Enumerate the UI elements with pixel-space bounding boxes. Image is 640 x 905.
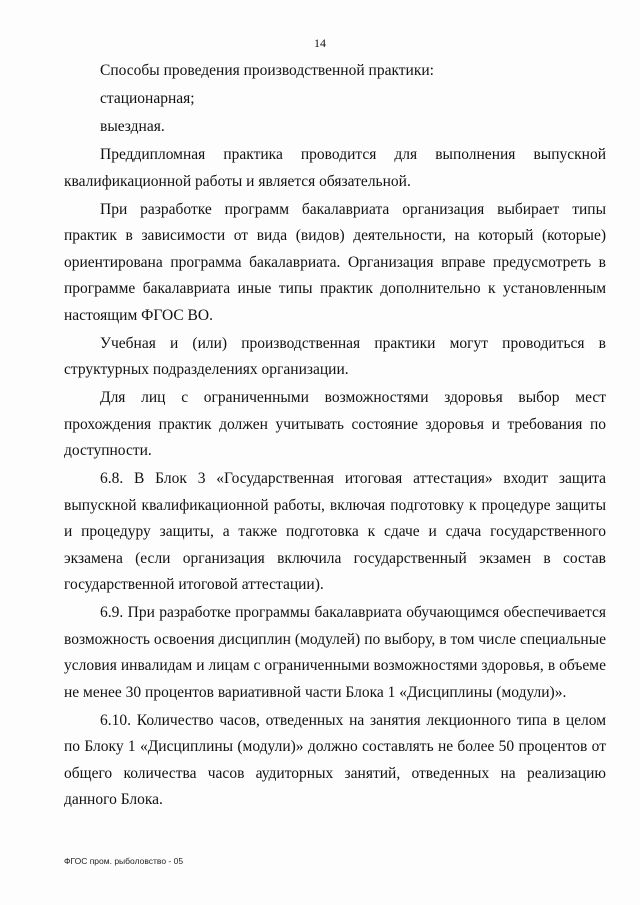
paragraph-field: выездная. [100, 118, 165, 135]
paragraph-practice-methods: Способы проведения производственной практики: [100, 62, 434, 79]
paragraph-pre-diploma-practice: Преддипломная практика проводится для выполнения выпускной квалификационной работы и является обязательной. [64, 146, 606, 190]
page-number: 14 [314, 36, 326, 50]
paragraph-disabilities: Для лиц с ограниченными возможностями здоровья выбор мест прохождения практик должен учитывать состояние здоровья и требования по доступности. [64, 389, 606, 459]
paragraph-section-6-10: 6.10. Количество часов, отведенных на занятия лекционного типа в целом по Блоку 1 «Дисциплины (модули)» должно составлять не более 50 процентов от общего количества часов аудиторных занятий, отведенных на реализацию данного Блока. [64, 711, 606, 808]
document-body [64, 58, 606, 815]
paragraph-section-6-8: 6.8. В Блок 3 «Государственная итоговая аттестация» входит защита выпускной квалификационной работы, включая подготовку к процедуре защиты и процедуру защиты, а также подготовка к сдаче и сдача государственного экзамена (если организация включила государственный экзамен в состав государственной итоговой аттестации). [64, 470, 606, 593]
paragraph-stationary: стационарная; [100, 90, 195, 107]
page-footer: ФГОС пром. рыболовство - 05 [64, 856, 184, 866]
paragraph-practice-types: При разработке программ бакалавриата организация выбирает типы практик в зависимости от вида (видов) деятельности, на который (которые) ориентирована программа бакалавриата. Организация вправе предусмотреть в программе бакалавриата иные типы практик дополнительно к установленным настоящим ФГОС ВО. [64, 200, 606, 324]
paragraph-section-6-9: 6.9. При разработке программы бакалавриата обучающимся обеспечивается возможность освоения дисциплин (модулей) по выбору, в том числе специальные условия инвалидам и лицам с ограниченными возможностями здоровья, в объеме не менее 30 процентов вариативной части Блока 1 «Дисциплины (модули)». [64, 604, 606, 701]
paragraph-structural-units: Учебная и (или) производственная практики могут проводиться в структурных подразделениях организации. [64, 334, 606, 378]
